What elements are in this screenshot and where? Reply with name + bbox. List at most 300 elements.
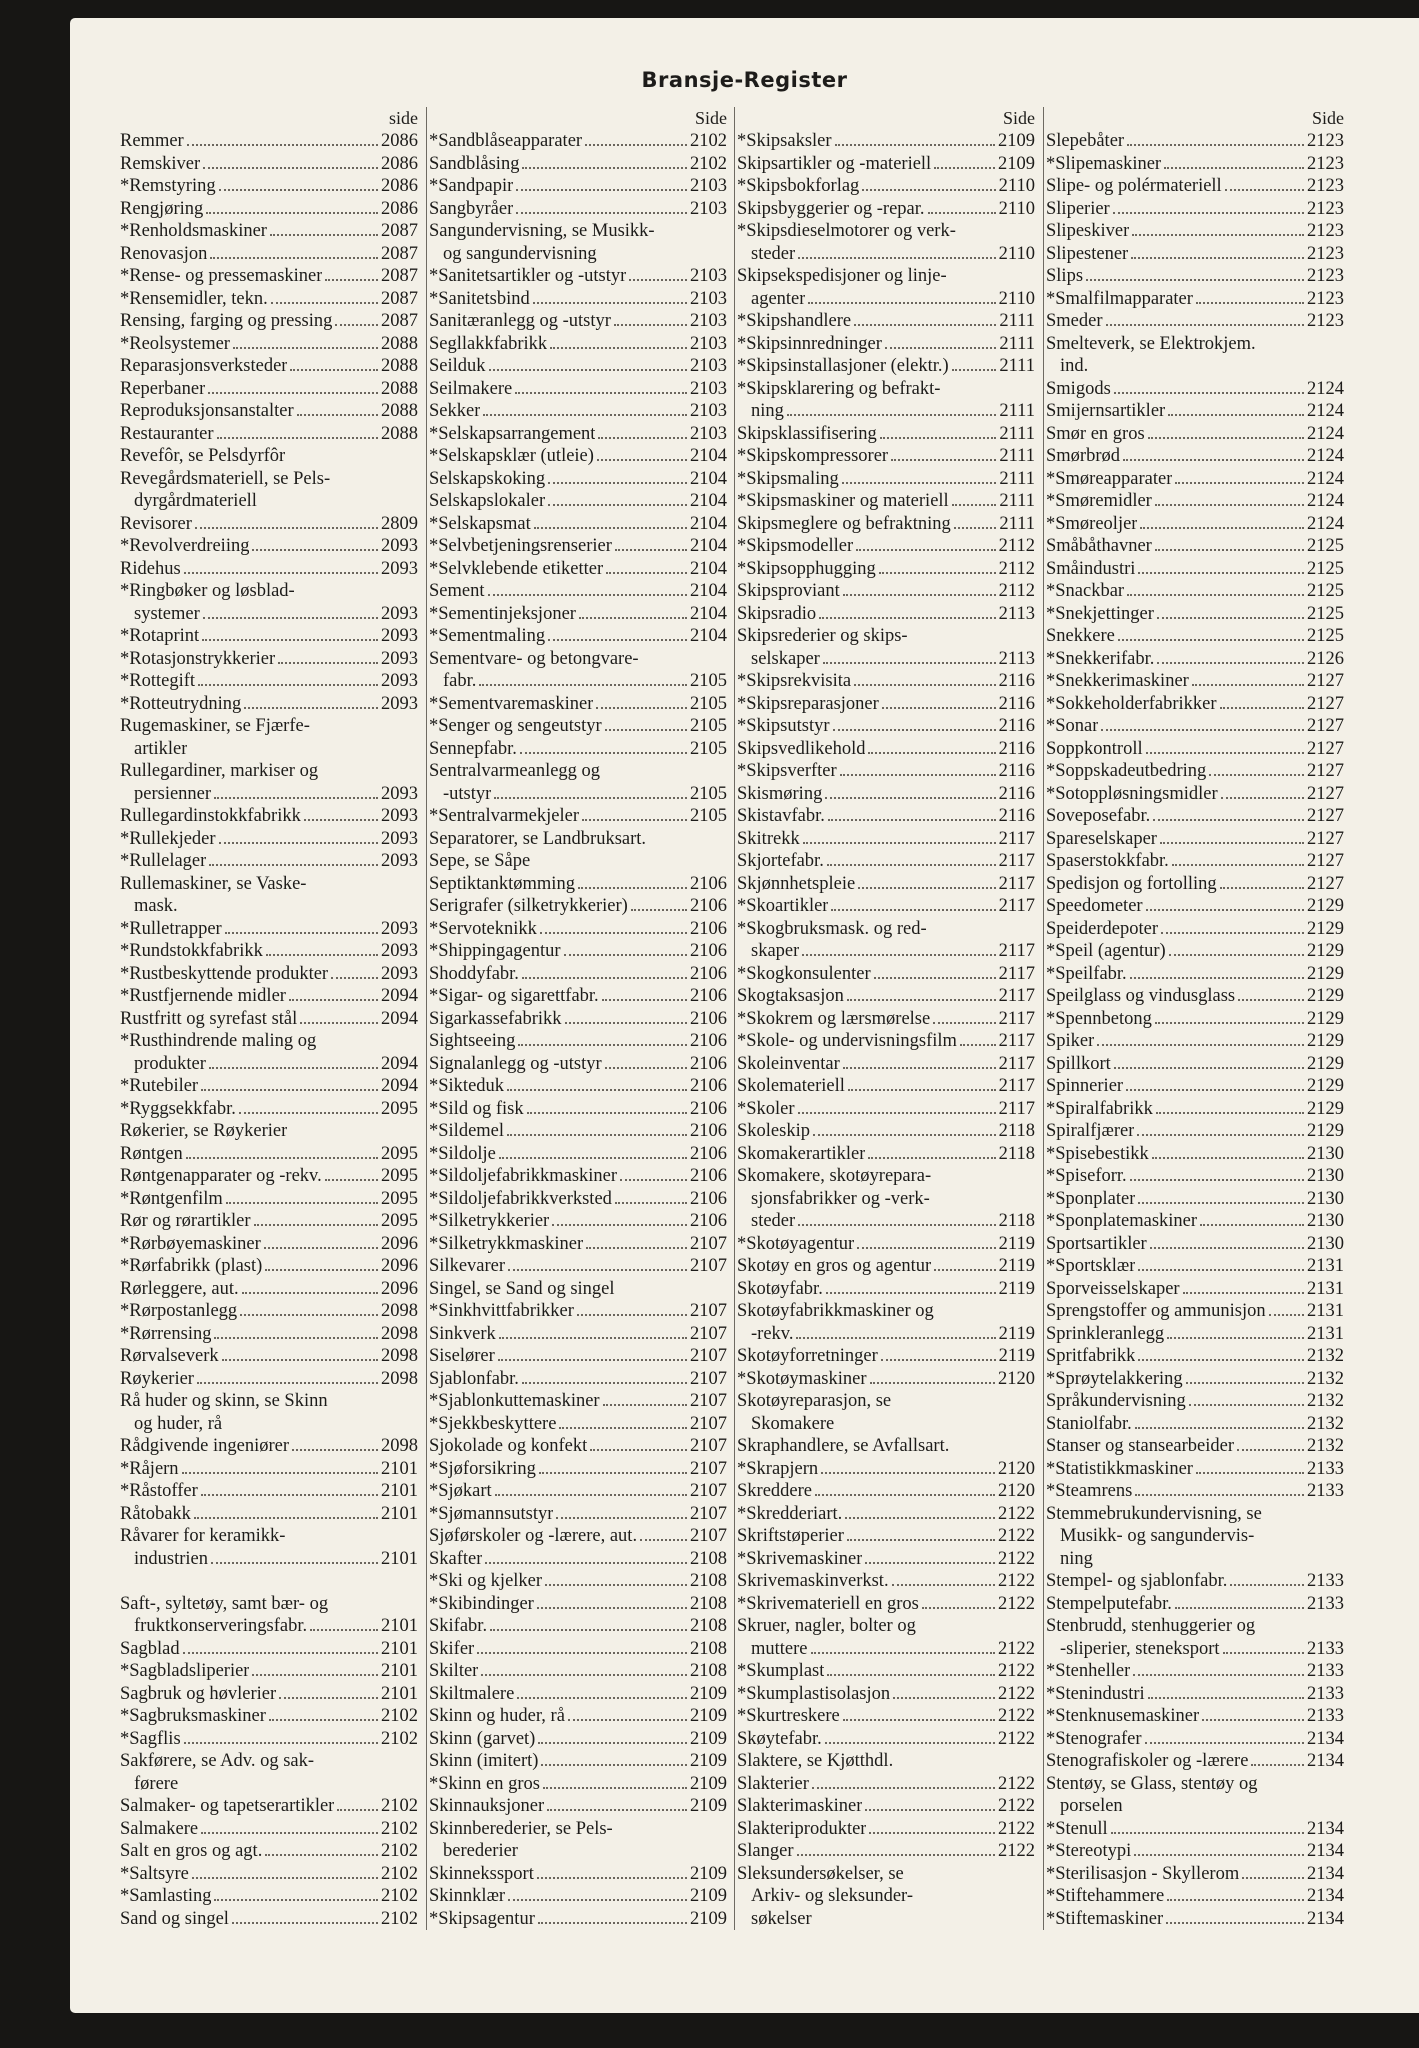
dot-leader — [840, 774, 996, 776]
entry-page: 2106 — [690, 873, 727, 894]
dot-leader — [548, 639, 687, 641]
index-entry — [427, 310, 730, 333]
entry-name: *Skrivemaskiner — [737, 1548, 863, 1569]
entry-name: *Sjøforsikring — [429, 1458, 536, 1479]
dot-leader — [516, 189, 687, 191]
entry-page: 2109 — [690, 1886, 727, 1906]
entry-page: 2124 — [1307, 378, 1344, 399]
dot-leader — [269, 1719, 378, 1721]
index-entry — [735, 940, 1038, 963]
dot-leader — [1127, 594, 1304, 596]
index-entry — [1044, 715, 1347, 738]
entry-name: Skrivemaskinverkst. — [737, 1571, 889, 1591]
entry-page: 2103 — [690, 311, 727, 331]
index-entry — [735, 468, 1038, 491]
dot-leader — [518, 1044, 687, 1046]
entry-page: 2093 — [381, 851, 418, 871]
entry-name: Språkundervisning — [1046, 1391, 1186, 1411]
index-entry — [1044, 648, 1347, 671]
entry-page: 2116 — [998, 806, 1035, 826]
entry-page: 2086 — [381, 131, 418, 151]
entry-page: 2103 — [690, 266, 727, 286]
entry-name: Rullegardiner, markiser og — [120, 761, 319, 781]
index-entry — [427, 1705, 730, 1728]
index-entry — [1044, 783, 1347, 806]
entry-page: 2129 — [1307, 896, 1344, 916]
dot-leader — [798, 257, 995, 259]
index-entry — [118, 1525, 421, 1548]
entry-name: *Speilfabr. — [1046, 963, 1127, 984]
entry-name: Soveposefabr. — [1046, 806, 1151, 826]
dot-leader — [548, 482, 687, 484]
index-entry — [427, 850, 730, 873]
entry-page: 2108 — [690, 1661, 727, 1681]
entry-name: Skipsmeglere og befraktning — [737, 513, 951, 534]
entry-name: Siselører — [429, 1346, 495, 1366]
dot-leader — [1225, 189, 1304, 191]
index-entry — [1044, 130, 1347, 153]
entry-page: 2130 — [1307, 1143, 1344, 1164]
dot-leader — [1156, 1112, 1304, 1114]
entry-page: 2119 — [998, 1278, 1035, 1299]
entry-name: Signalanlegg og -utstyr — [429, 1053, 602, 1074]
dot-leader — [498, 1359, 687, 1361]
dot-leader — [882, 707, 996, 709]
entry-name: Skafter — [429, 1548, 483, 1569]
entry-name: *Rullekjeder — [120, 828, 216, 849]
dot-leader — [1202, 1719, 1304, 1721]
entry-page: 2105 — [690, 716, 727, 736]
index-entry — [735, 1165, 1038, 1188]
entry-page: 2094 — [381, 986, 418, 1006]
entry-name: Skotøy en gros og agentur — [737, 1256, 932, 1276]
entry-page: 2101 — [381, 1503, 418, 1524]
entry-name: Reparasjonsverksteder — [120, 356, 288, 376]
dot-leader — [183, 1652, 378, 1654]
index-entry — [735, 558, 1038, 581]
index-entry — [427, 738, 730, 761]
entry-page: 2103 — [690, 423, 727, 444]
dot-leader — [543, 1787, 687, 1789]
dot-leader — [585, 144, 687, 146]
entry-page: 2127 — [1307, 671, 1344, 691]
index-entry — [1044, 1840, 1347, 1863]
entry-page: 2093 — [381, 963, 418, 984]
index-entry — [1044, 940, 1347, 963]
entry-page: 2110 — [998, 198, 1035, 219]
entry-page: 2108 — [690, 1548, 727, 1569]
entry-page: 2093 — [381, 603, 418, 624]
entry-page: 2093 — [381, 918, 418, 939]
index-entry — [118, 760, 421, 783]
entry-page: 2129 — [1307, 963, 1344, 984]
entry-name: *Sementvaremaskiner — [429, 693, 594, 714]
index-entry — [1044, 558, 1347, 581]
entry-page: 2123 — [1307, 243, 1344, 264]
index-entry — [1044, 1053, 1347, 1076]
dot-leader — [495, 1494, 687, 1496]
entry-page: 2111 — [999, 333, 1035, 354]
entry-name: *Snekkerifabr. — [1046, 648, 1155, 669]
dot-leader — [1132, 234, 1304, 236]
index-entry — [118, 310, 421, 333]
entry-page: 2106 — [690, 941, 727, 961]
entry-page: 2120 — [998, 1481, 1035, 1501]
dot-leader — [847, 1539, 995, 1541]
entry-page: 2113 — [998, 648, 1035, 669]
entry-name: *Rullelager — [120, 851, 207, 871]
entry-page: 2098 — [381, 1301, 418, 1321]
index-entry — [118, 423, 421, 446]
entry-page: 2127 — [1307, 873, 1344, 894]
index-entry — [118, 1278, 421, 1301]
entry-name: *Steamrens — [1046, 1481, 1133, 1501]
entry-page: 2133 — [1307, 1683, 1344, 1704]
entry-page: 2117 — [998, 1053, 1035, 1074]
entry-name: *Skredderiart. — [737, 1503, 843, 1524]
entry-name: *Soppskadeutbedring — [1046, 761, 1207, 781]
index-entry — [1044, 850, 1347, 873]
entry-name: *Stiftehammere — [1046, 1886, 1165, 1906]
entry-page: 2094 — [381, 1053, 418, 1074]
index-entry — [1044, 175, 1347, 198]
entry-name: Skinnekssport — [429, 1863, 534, 1884]
dot-leader — [516, 212, 687, 214]
index-entry — [118, 1008, 421, 1031]
entry-name: Sinkverk — [429, 1323, 496, 1344]
index-entry — [118, 625, 421, 648]
dot-leader — [264, 1247, 378, 1249]
dot-leader — [1086, 279, 1304, 281]
entry-page: 2095 — [381, 1211, 418, 1231]
index-entry — [735, 873, 1038, 896]
index-entry — [735, 693, 1038, 716]
index-entry — [735, 1728, 1038, 1751]
index-entry — [735, 535, 1038, 558]
entry-name: Stenografiskoler og -lærere — [1046, 1751, 1249, 1771]
dot-leader — [522, 167, 687, 169]
index-entry — [118, 738, 421, 761]
entry-name: Seilduk — [429, 356, 486, 376]
dot-leader — [1175, 482, 1304, 484]
index-entry — [1044, 670, 1347, 693]
index-entry — [427, 1120, 730, 1143]
dot-leader — [952, 504, 997, 506]
index-entry — [1044, 1705, 1347, 1728]
entry-page: 2117 — [998, 851, 1035, 871]
entry-name: Skomakere, skotøyrepara- — [737, 1166, 932, 1186]
entry-name: *Smøreoljer — [1046, 513, 1138, 534]
entry-name: *Skipshandlere — [737, 311, 852, 331]
index-entry — [118, 1840, 421, 1863]
index-entry — [735, 760, 1038, 783]
entry-name: *Reolsystemer — [120, 333, 230, 354]
index-entry — [427, 288, 730, 311]
entry-page: 2102 — [381, 1706, 418, 1726]
index-entry — [1044, 288, 1347, 311]
entry-name: Rugemaskiner, se Fjærfe- — [120, 716, 310, 736]
dot-leader — [507, 1134, 687, 1136]
entry-name: Skismøring — [737, 783, 823, 804]
entry-page: 2107 — [690, 1323, 727, 1344]
entry-name: *Sjømannsutstyr — [429, 1503, 554, 1524]
dot-leader — [564, 954, 687, 956]
index-entry — [427, 1570, 730, 1593]
dot-leader — [802, 954, 995, 956]
index-entry — [427, 603, 730, 626]
entry-page: 2133 — [1307, 1481, 1344, 1501]
entry-page: 2093 — [381, 783, 418, 804]
entry-name: Sentralvarmeanlegg og — [429, 761, 601, 781]
dot-leader — [825, 797, 995, 799]
index-entry — [1044, 918, 1347, 941]
index-entry — [735, 288, 1038, 311]
entry-name: Skolemateriell — [737, 1076, 845, 1096]
entry-name: Rørleggere, aut. — [120, 1278, 239, 1299]
entry-page: 2103 — [690, 288, 727, 309]
entry-page: 2109 — [690, 1773, 727, 1794]
entry-name: *Sild og fisk — [429, 1098, 524, 1119]
dot-leader — [1118, 639, 1304, 641]
index-entry — [118, 378, 421, 401]
entry-page: 2086 — [381, 176, 418, 196]
entry-name: *Skokrem og lærsmørelse — [737, 1008, 931, 1029]
entry-page: 2126 — [1307, 648, 1344, 669]
entry-page: 2106 — [690, 1008, 727, 1029]
entry-page: 2133 — [1307, 1571, 1344, 1591]
entry-name: og sangundervisning — [443, 243, 597, 264]
dot-leader — [201, 1494, 378, 1496]
dot-leader — [254, 1224, 379, 1226]
entry-name: *Spennbetong — [1046, 1008, 1152, 1029]
entry-name: *Stenknusemaskiner — [1046, 1706, 1200, 1726]
entry-page: 2111 — [999, 356, 1035, 376]
entry-name: -rekv. — [751, 1323, 794, 1344]
entry-page: 2129 — [1307, 941, 1344, 961]
entry-name: Skinnklær — [429, 1886, 506, 1906]
index-entry — [118, 1030, 421, 1053]
index-entry — [735, 265, 1038, 288]
entry-page: 2107 — [690, 1346, 727, 1366]
dot-leader — [226, 1202, 378, 1204]
entry-name: Skinn (imitert) — [429, 1751, 539, 1771]
entry-name: Silkevarer — [429, 1256, 506, 1276]
dot-leader — [331, 977, 378, 979]
entry-name: Skitrekk — [737, 828, 800, 849]
index-entry — [427, 1683, 730, 1706]
entry-name: Skoleinventar — [737, 1053, 840, 1074]
entry-name: Skotøyfabr. — [737, 1278, 823, 1299]
dot-leader — [828, 819, 996, 821]
index-entry — [735, 1345, 1038, 1368]
index-column-1 — [118, 107, 421, 1930]
index-entry — [118, 1390, 421, 1413]
entry-name: ind. — [1060, 356, 1089, 376]
entry-name: Stenbrudd, stenhuggerier og — [1046, 1616, 1256, 1636]
entry-page: 2133 — [1307, 1661, 1344, 1681]
entry-name: *Skipskompressorer — [737, 446, 889, 466]
dot-leader — [499, 1337, 687, 1339]
index-entry — [118, 828, 421, 851]
entry-name: *Snackbar — [1046, 581, 1125, 601]
index-entry — [1044, 1008, 1347, 1031]
index-entry — [118, 1615, 421, 1638]
dot-leader — [602, 999, 687, 1001]
entry-name: Remmer — [120, 131, 184, 151]
dot-leader — [1189, 1404, 1304, 1406]
index-entry — [735, 1795, 1038, 1818]
index-entry — [1044, 1413, 1347, 1436]
entry-page: 2118 — [998, 1211, 1035, 1231]
index-entry — [427, 153, 730, 176]
index-entry — [427, 423, 730, 446]
entry-name: Skotøyfabrikkmaskiner og — [737, 1301, 934, 1321]
entry-name: Råvarer for keramikk- — [120, 1526, 286, 1546]
dot-leader — [1114, 392, 1304, 394]
index-entry — [735, 1413, 1038, 1436]
entry-name: *Råjern — [120, 1458, 179, 1479]
entry-name: *Skoartikler — [737, 896, 829, 916]
entry-name: Rør og rørartikler — [120, 1211, 251, 1231]
entry-name: *Rense- og pressemaskiner — [120, 266, 323, 286]
entry-page: 2132 — [1307, 1436, 1344, 1456]
entry-page: 2107 — [690, 1391, 727, 1411]
dot-leader — [481, 1674, 687, 1676]
index-entry — [427, 1413, 730, 1436]
dot-leader — [335, 324, 378, 326]
entry-page: 2129 — [1307, 1031, 1344, 1051]
entry-name: Skiltmalere — [429, 1683, 515, 1704]
entry-name: *Skumplast — [737, 1661, 825, 1681]
index-entry — [1044, 198, 1347, 221]
entry-name: *Rensemidler, tekn. — [120, 288, 268, 309]
entry-page: 2127 — [1307, 806, 1344, 826]
dot-leader — [1152, 1157, 1304, 1159]
entry-name: Skriftstøperier — [737, 1526, 844, 1546]
index-entry — [1044, 1120, 1347, 1143]
index-entry — [735, 1323, 1038, 1346]
index-entry — [118, 265, 421, 288]
index-entry — [735, 1278, 1038, 1301]
entry-name: -sliperier, steneksport — [1060, 1638, 1220, 1659]
entry-page: 2102 — [381, 1841, 418, 1861]
dot-leader — [209, 1067, 378, 1069]
dot-leader — [219, 842, 378, 844]
index-entry — [1044, 1863, 1347, 1886]
dot-leader — [194, 1517, 378, 1519]
index-column-2 — [426, 107, 730, 1930]
index-entry — [735, 220, 1038, 243]
entry-page: 2106 — [690, 1211, 727, 1231]
dot-leader — [640, 1539, 687, 1541]
dot-leader — [477, 1652, 687, 1654]
entry-page: 2111 — [999, 513, 1035, 534]
index-entry — [1044, 895, 1347, 918]
index-entry — [427, 1750, 730, 1773]
dot-leader — [565, 1022, 687, 1024]
dot-leader — [1127, 144, 1304, 146]
index-entry — [118, 1660, 421, 1683]
entry-name: Stanser og stansearbeider — [1046, 1436, 1235, 1456]
dot-leader — [184, 572, 378, 574]
dot-leader — [879, 572, 996, 574]
dot-leader — [297, 414, 378, 416]
index-entry — [1044, 1300, 1347, 1323]
dot-leader — [214, 1337, 378, 1339]
entry-page: 2098 — [381, 1346, 418, 1366]
dot-leader — [577, 1314, 687, 1316]
entry-page: 2123 — [1307, 153, 1344, 174]
index-entry — [118, 1098, 421, 1121]
entry-name: *Rørbøyemaskiner — [120, 1233, 261, 1254]
index-entry — [735, 513, 1038, 536]
entry-page: 2111 — [999, 468, 1035, 489]
index-entry — [1044, 1683, 1347, 1706]
index-entry — [1044, 423, 1347, 446]
dot-leader — [494, 797, 687, 799]
index-entry — [118, 198, 421, 221]
entry-name: Sementvare- og betongvare- — [429, 648, 639, 669]
entry-page: 2102 — [381, 1863, 418, 1884]
dot-leader — [265, 1854, 378, 1856]
dot-leader — [1131, 257, 1304, 259]
dot-leader — [534, 527, 687, 529]
entry-name: Spillkort — [1046, 1053, 1111, 1074]
entry-page: 2124 — [1307, 446, 1344, 466]
entry-name: Sagbruk og høvlerier — [120, 1683, 277, 1704]
entry-name: *Skipsopphugging — [737, 558, 876, 579]
index-entry — [427, 535, 730, 558]
index-entry — [118, 513, 421, 536]
dot-leader — [815, 1494, 995, 1496]
dot-leader — [1138, 572, 1304, 574]
entry-name: ning — [751, 401, 784, 421]
index-entry — [118, 1728, 421, 1751]
index-entry — [427, 1885, 730, 1908]
index-entry — [118, 1165, 421, 1188]
entry-page: 2101 — [381, 1616, 418, 1636]
index-entry — [735, 963, 1038, 986]
index-entry — [427, 175, 730, 198]
index-entry — [1044, 355, 1347, 378]
entry-name: *Skrivemateriell en gros — [737, 1593, 919, 1614]
entry-page: 2095 — [381, 1143, 418, 1164]
dot-leader — [485, 1562, 687, 1564]
entry-page: 2129 — [1307, 918, 1344, 939]
index-entry — [735, 1008, 1038, 1031]
index-entry — [1044, 468, 1347, 491]
index-entry — [118, 288, 421, 311]
entry-name: Speedometer — [1046, 896, 1143, 916]
dot-leader — [1167, 1899, 1304, 1901]
dot-leader — [270, 234, 378, 236]
entry-page: 2104 — [690, 558, 727, 579]
index-entry — [735, 1120, 1038, 1143]
dot-leader — [579, 617, 687, 619]
index-entry — [735, 153, 1038, 176]
dot-leader — [620, 1179, 687, 1181]
entry-name: Sjokolade og konfekt — [429, 1436, 588, 1456]
entry-page: 2116 — [998, 671, 1035, 691]
entry-page: 2088 — [381, 378, 418, 399]
entry-name: Salmakere — [120, 1818, 199, 1839]
index-entry — [735, 1458, 1038, 1481]
index-entry — [427, 1255, 730, 1278]
entry-page: 2101 — [381, 1638, 418, 1659]
index-entry — [118, 1053, 421, 1076]
index-entry — [118, 670, 421, 693]
index-entry — [118, 1323, 421, 1346]
